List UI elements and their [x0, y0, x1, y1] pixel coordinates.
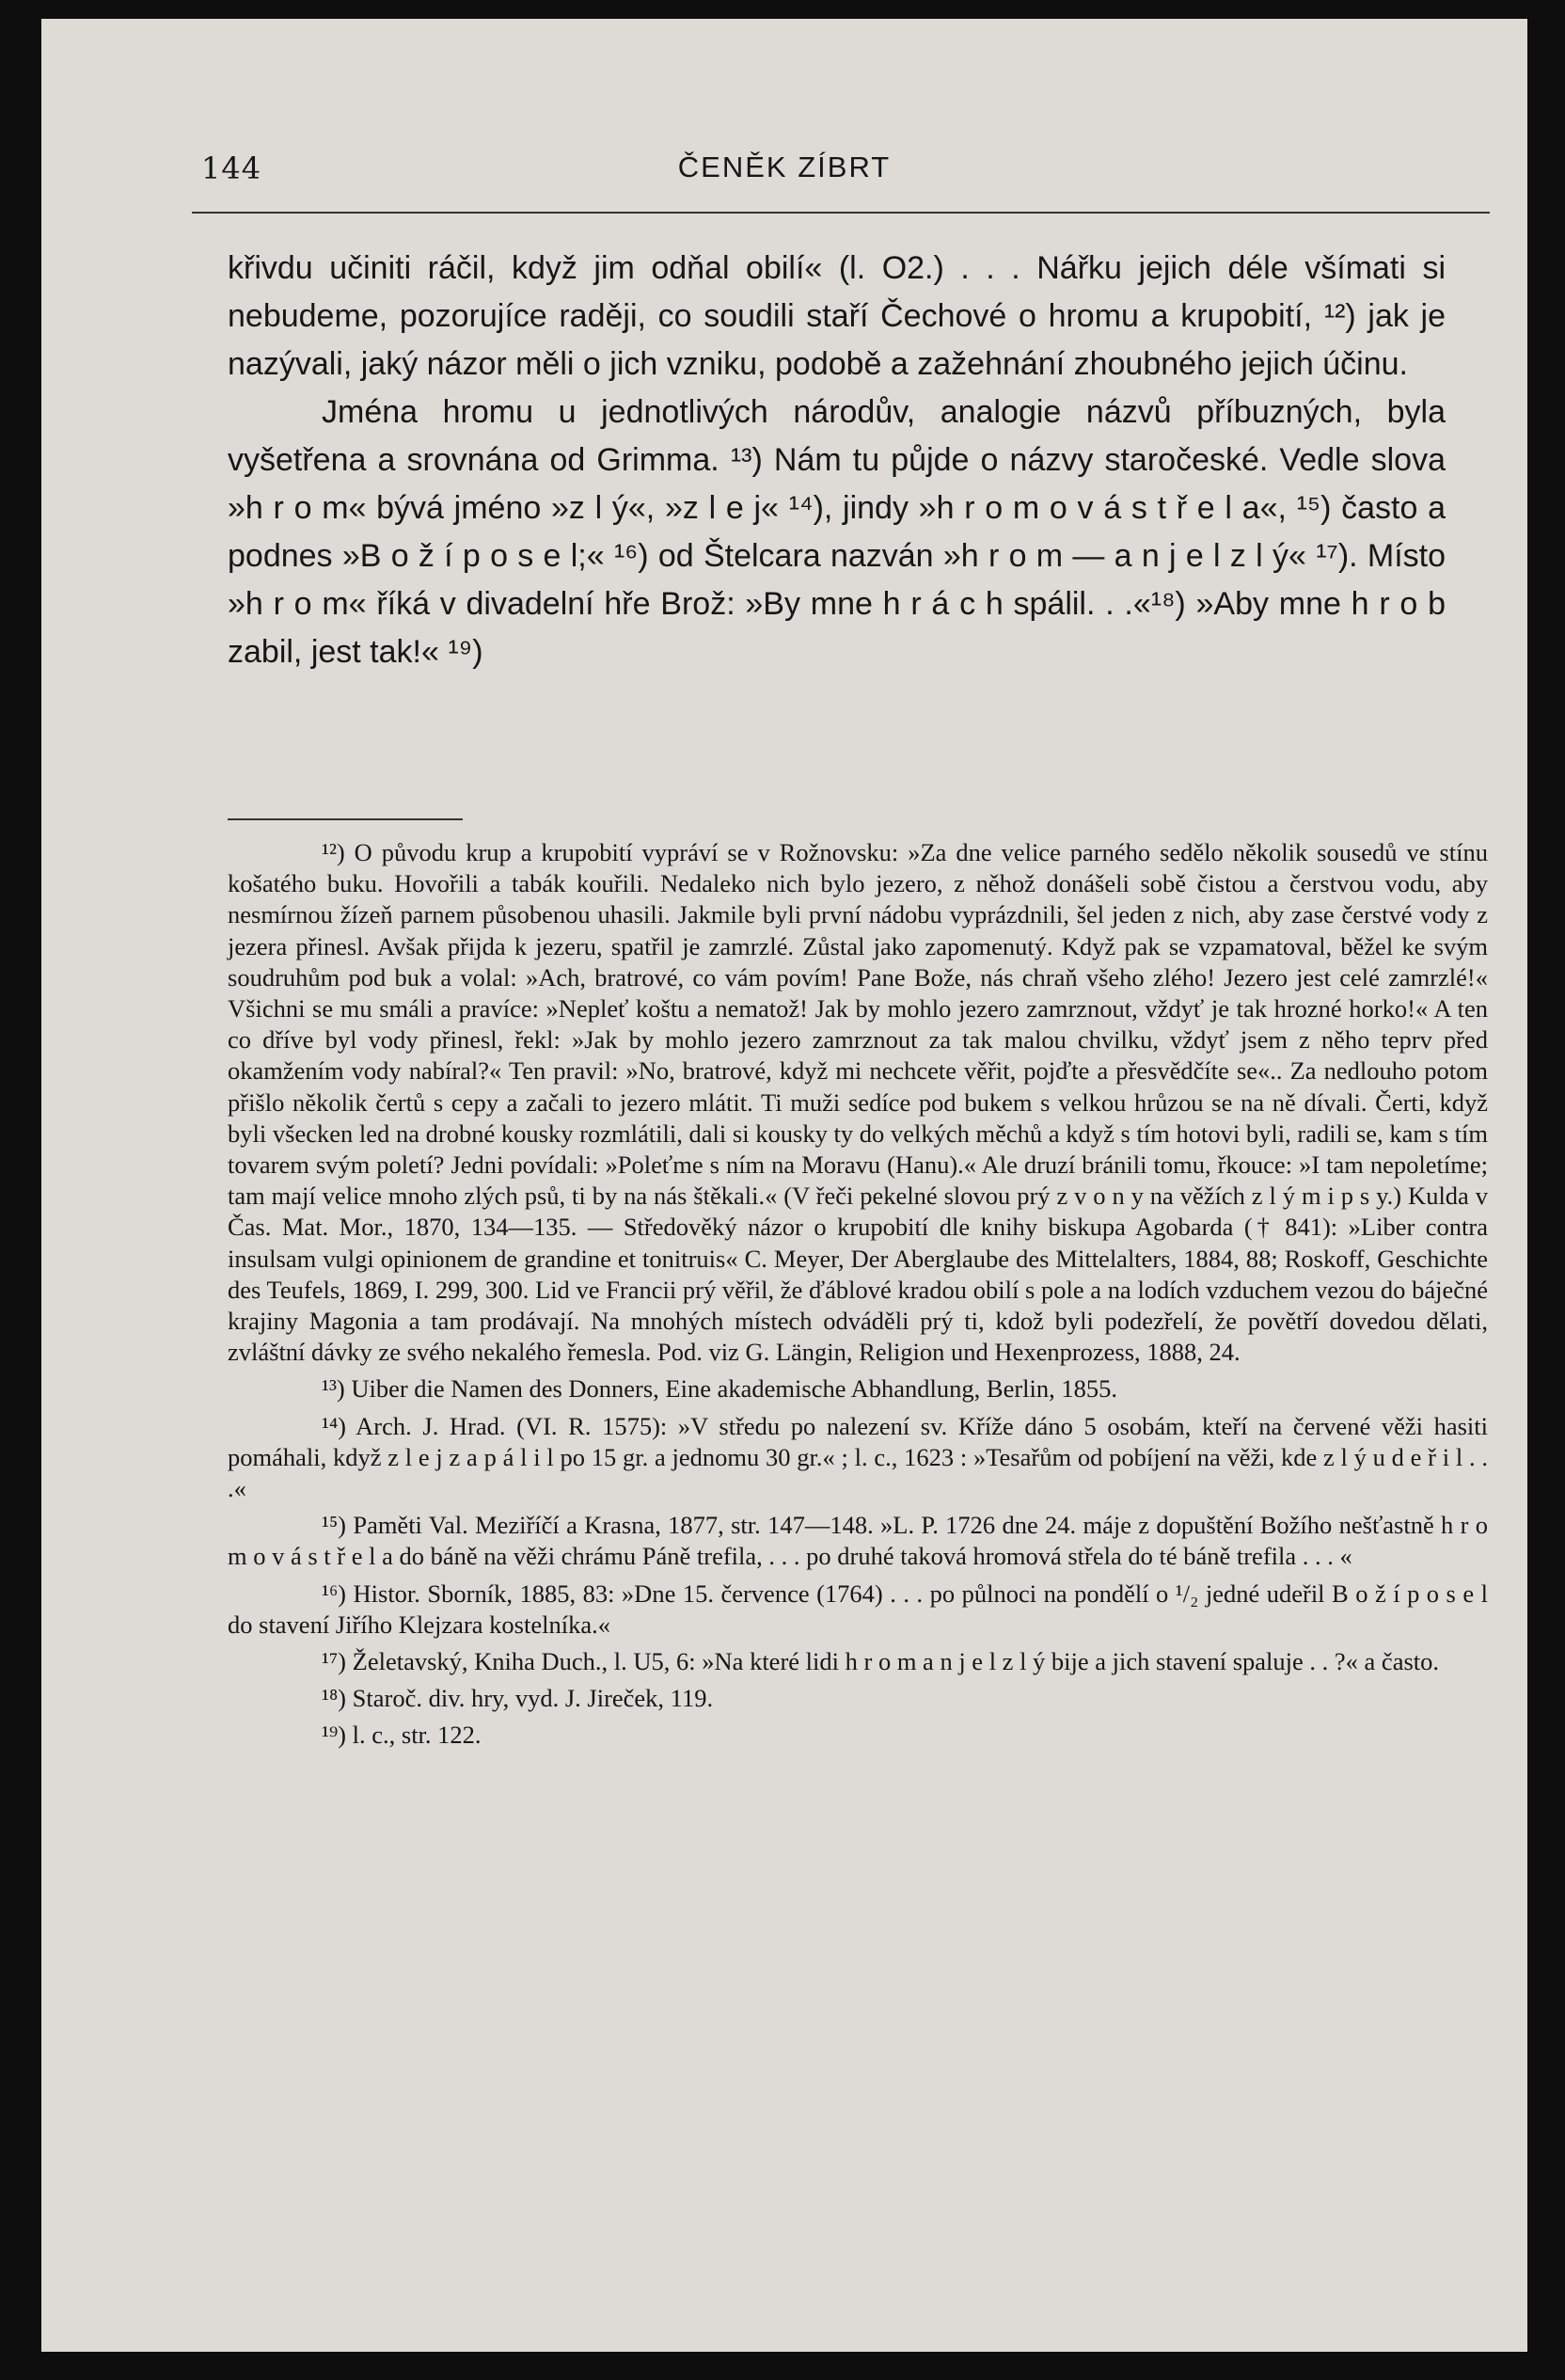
book-page [41, 19, 1527, 2352]
header-rule [192, 212, 1490, 214]
footnote-separator [228, 818, 463, 820]
footnote-14: ¹⁴) Arch. J. Hrad. (VI. R. 1575): »V středu po nalezení sv. Kříže dáno 5 osobám, kteří na červené věži hasiti pomáhali, když z l e j z a p á l i l po 15 gr. a jednomu 30 gr.« ; l. c., 1623 : »Tesařům od pobíjení na věži, kde z l ý u d e ř i l . . .« [228, 1411, 1488, 1503]
running-head: ČENĚK ZÍBRT [677, 151, 892, 183]
footnote-19: ¹⁹) l. c., str. 122. [322, 1721, 482, 1750]
main-text [228, 245, 1446, 676]
page-number: 144 [201, 151, 262, 186]
footnote-15: ¹⁵) Paměti Val. Meziříčí a Krasna, 1877, str. 147—148. »L. P. 1726 dne 24. máje z dopuštění Božího nešťastně h r o m o v á s t ř e l a do báně na věži chrámu Páně trefila, . . . po druhé taková hromová střela do té báně trefila . . . « [228, 1511, 1488, 1571]
footnotes [228, 837, 1488, 1757]
paragraph: křivdu učiniti ráčil, když jim odňal obilí« (l. O2.) . . . Nářku jejich déle všímati si nebudeme, pozorujíce raději, co soudili staří Čechové o hromu a krupobití, ¹²) jak je nazývali, jaký názor měli o jich vzniku, podobě a zažehnání zhoubného jejich účinu. [228, 250, 1446, 382]
footnote-18: ¹⁸) Staroč. div. hry, vyd. J. Jireček, 119. [322, 1684, 714, 1713]
footnote-13: ¹³) Uiber die Namen des Donners, Eine akademische Abhandlung, Berlin, 1855. [322, 1374, 1118, 1404]
footnote-16: ¹⁶) Histor. Sborník, 1885, 83: »Dne 15. července (1764) . . . po půlnoci na pondělí o ¹/₂ jedné udeřil B o ž í p o s e l do stavení Jiřího Klejzara kostelníka.« [228, 1579, 1488, 1639]
footnote-17: ¹⁷) Želetavský, Kniha Duch., l. U5, 6: »Na které lidi h r o m a n j e l z l ý bije a jich stavení spaluje . . ?« a často. [322, 1647, 1440, 1676]
paragraph: Jména hromu u jednotlivých národův, analogie názvů příbuzných, byla vyšetřena a srovnána od Grimma. ¹³) Nám tu půjde o názvy staročeské. Vedle slova »h r o m« bývá jméno »z l ý«, »z l e j« ¹⁴), jindy »h r o m o v á s t ř e l a«, ¹⁵) často a podnes »B o ž í p o s e l;« ¹⁶) od Štelcara nazván »h r o m — a n j e l z l ý« ¹⁷). Místo »h r o m« říká v divadelní hře Brož: »By mne h r á c h spálil. . .«¹⁸) »Aby mne h r o b zabil, jest tak!« ¹⁹) [228, 394, 1446, 670]
footnote-12: ¹²) O původu krup a krupobití vypráví se v Rožnovsku: »Za dne velice parného sedělo několik sousedů ve stínu košatého buku. Hovořili a tabák kouřili. Nedaleko nich bylo jezero, z něhož donášeli sobě čistou a čerstvou vodu, aby nesmírnou žízeň parnem působenou uhasili. Jakmile byli první nádobu vyprázdnili, šel jeden z nich, aby zase čerstvé vody z jezera přinesl. Avšak přijda k jezeru, spatřil je zamrzlé. Zůstal jako zapomenutý. Když pak se vzpamatoval, běžel ke svým soudruhům pod buk a volal: »Ach, bratrové, co vám povím! Pane Bože, nás chraň všeho zlého! Jezero jest celé zamrzlé!« Všichni se mu smáli a pravíce: »Nepleť koštu a nematož! Jak by mohlo jezero zamrznout, vždyť je tak hrozné horko!« A ten co dříve byl vody přinesl, řekl: »Jak by mohlo jezero zamrznout za tak malou chvilku, vždyť jsem z něho teprv před okamžením vody nabíral?« Ten pravil: »No, bratrové, když mi nechcete věřit, pojďte a přesvědčíte se«.. Za nedlouho potom přišlo několik čertů s cepy a začali to jezero mlátit. Ti muži sedíce pod bukem s velkou hrůzou se na ně dívali. Čerti, když byli všecken led na drobné kousky rozmlátili, dali si kousky ty do velkých měchů a když s tím hotovi byli, radili se, kam s tím tovarem svým poletí? Jedni povídali: »Poleťme s ním na Moravu (Hanu).« Ale druzí bránili tomu, řkouce: »I tam nepoletíme; tam mají velice mnoho zlých psů, ti by na nás štěkali.« (V řeči pekelné slovou prý z v o n y na věžích z l ý m i p s y.) Kulda v Čas. Mat. Mor., 1870, 134—135. — Středověký názor o krupobití dle knihy biskupa Agobarda († 841): »Liber contra insulsam vulgi opinionem de grandine et tonitruis« C. Meyer, Der Aberglaube des Mittelalters, 1884, 88; Roskoff, Geschichte des Teufels, 1869, I. 299, 300. Lid ve Francii prý věřil, že ďáblové kradou obilí s pole a na lodích vzduchem vezou do báječné krajiny Magonia a tam prodávají. Na mnohých místech odváděli prý ti, kdož byli podezřelí, že povětří dovedou dělati, zvláštní dávky ze svého nekalého řemesla. Pod. viz G. Längin, Religion und Hexenprozess, 1888, 24. [228, 838, 1488, 1367]
